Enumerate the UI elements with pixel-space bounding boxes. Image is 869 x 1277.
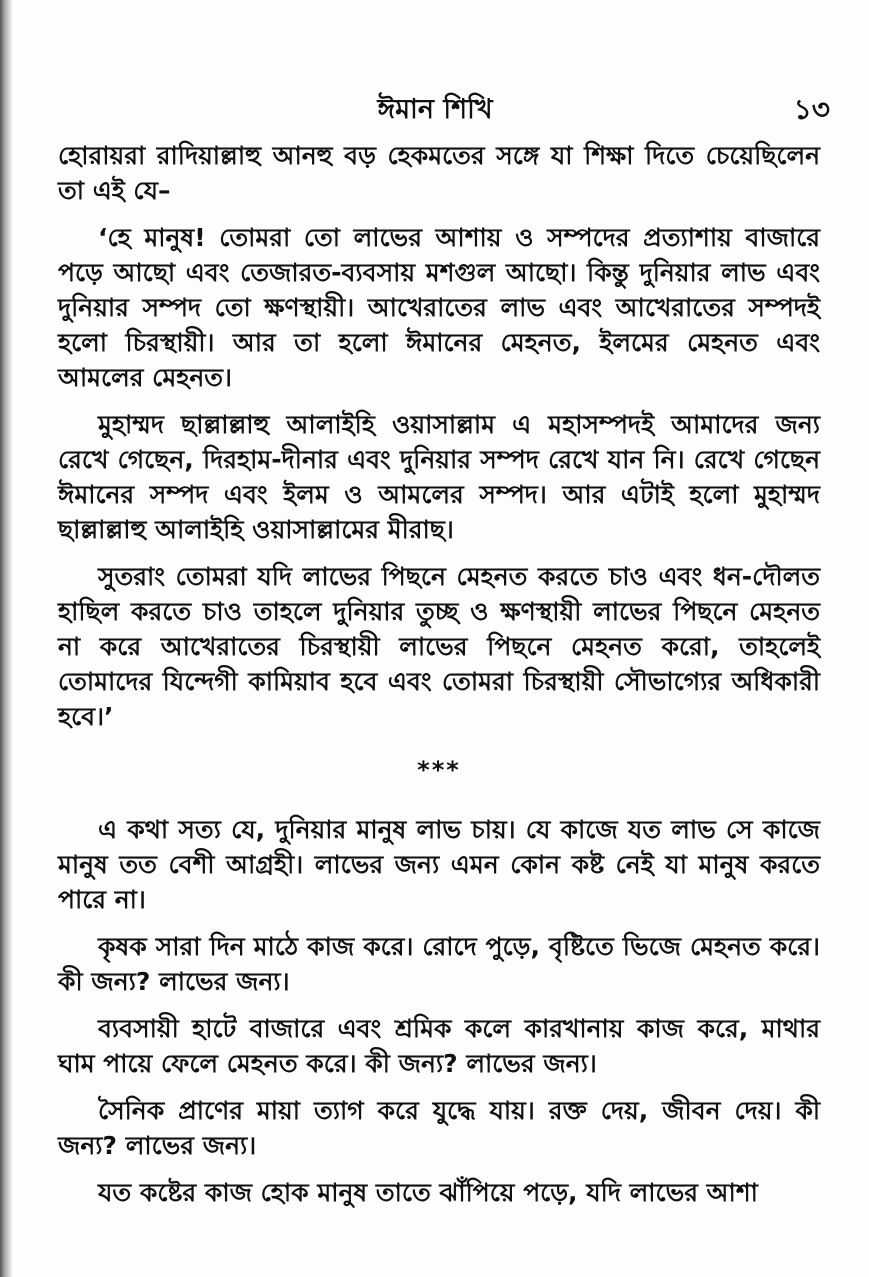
paragraph: সুতরাং তোমরা যদি লাভের পিছনে মেহনত করতে চাও এবং ধন-দৌলত হাছিল করতে চাও তাহলে দুনিয়ার তুচ্ছ ও ক্ষণস্থায়ী লাভের পিছনে মেহনত না করে আখেরাতের চিরস্থায়ী লাভের পিছনে মেহনত করো, তাহলেই তোমাদের যিন্দেগী কামিয়াব হবে এবং তোমরা চিরস্থায়ী সৌভাগ্যের অধিকারী হবে।’ [58,562,820,731]
paragraph: ‘হে মানুষ! তোমরা তো লাভের আশায় ও সম্পদের প্রত্যাশায় বাজারে পড়ে আছো এবং তেজারত-ব্যবসায় মশগুল আছো। কিন্তু দুনিয়ার লাভ এবং দুনিয়ার সম্পদ তো ক্ষণস্থায়ী। আখেরাতের লাভ এবং আখেরাতের সম্পদই হলো চিরস্থায়ী। আর তা হলো ঈমানের মেহনত, ইলমের মেহনত এবং আমলের মেহনত। [58,223,820,392]
running-title: ঈমান শিখি [377,94,493,125]
section-separator: *** [417,756,461,784]
paragraph: এ কথা সত্য যে, দুনিয়ার মানুষ লাভ চায়। যে কাজে যত লাভ সে কাজে মানুষ তত বেশী আগ্রহী। লাভের জন্য এমন কোন কষ্ট নেই যা মানুষ করতে পারে না। [58,815,820,914]
page-number: ১৩ [793,93,830,126]
paragraph: হোরায়রা রাদিয়াল্লাহু আনহু বড় হেকমতের সঙ্গে যা শিক্ষা দিতে চেয়েছিলেন তা এই যে– [58,141,820,205]
body-text [58,138,820,1222]
paragraph: ব্যবসায়ী হাটে বাজারে এবং শ্রমিক কলে কারখানায় কাজ করে, মাথার ঘাম পায়ে ফেলে মেহনত করে। কী জন্য? লাভের জন্য। [58,1014,820,1078]
page-header [40,90,830,130]
paragraph: সৈনিক প্রাণের মায়া ত্যাগ করে যুদ্ধে যায়। রক্ত দেয়, জীবন দেয়। কী জন্য? লাভের জন্য। [58,1096,820,1160]
book-spine-shadow [0,0,12,1277]
paragraph: কৃষক সারা দিন মাঠে কাজ করে। রোদে পুড়ে, বৃষ্টিতে ভিজে মেহনত করে। কী জন্য? লাভের জন্য। [58,932,820,996]
paragraph: যত কষ্টের কাজ হোক মানুষ তাতে ঝাঁপিয়ে পড়ে, যদি লাভের আশা [98,1178,758,1207]
paragraph: মুহাম্মদ ছাল্লাল্লাহু আলাইহি ওয়াসাল্লাম এ মহাসম্পদই আমাদের জন্য রেখে গেছেন, দিরহাম-দীনার এবং দুনিয়ার সম্পদ রেখে যান নি। রেখে গেছেন ঈমানের সম্পদ এবং ইলম ও আমলের সম্পদ। আর এটাই হলো মুহাম্মদ ছাল্লাল্লাহু আলাইহি ওয়াসাল্লামের মীরাছ। [58,410,820,544]
